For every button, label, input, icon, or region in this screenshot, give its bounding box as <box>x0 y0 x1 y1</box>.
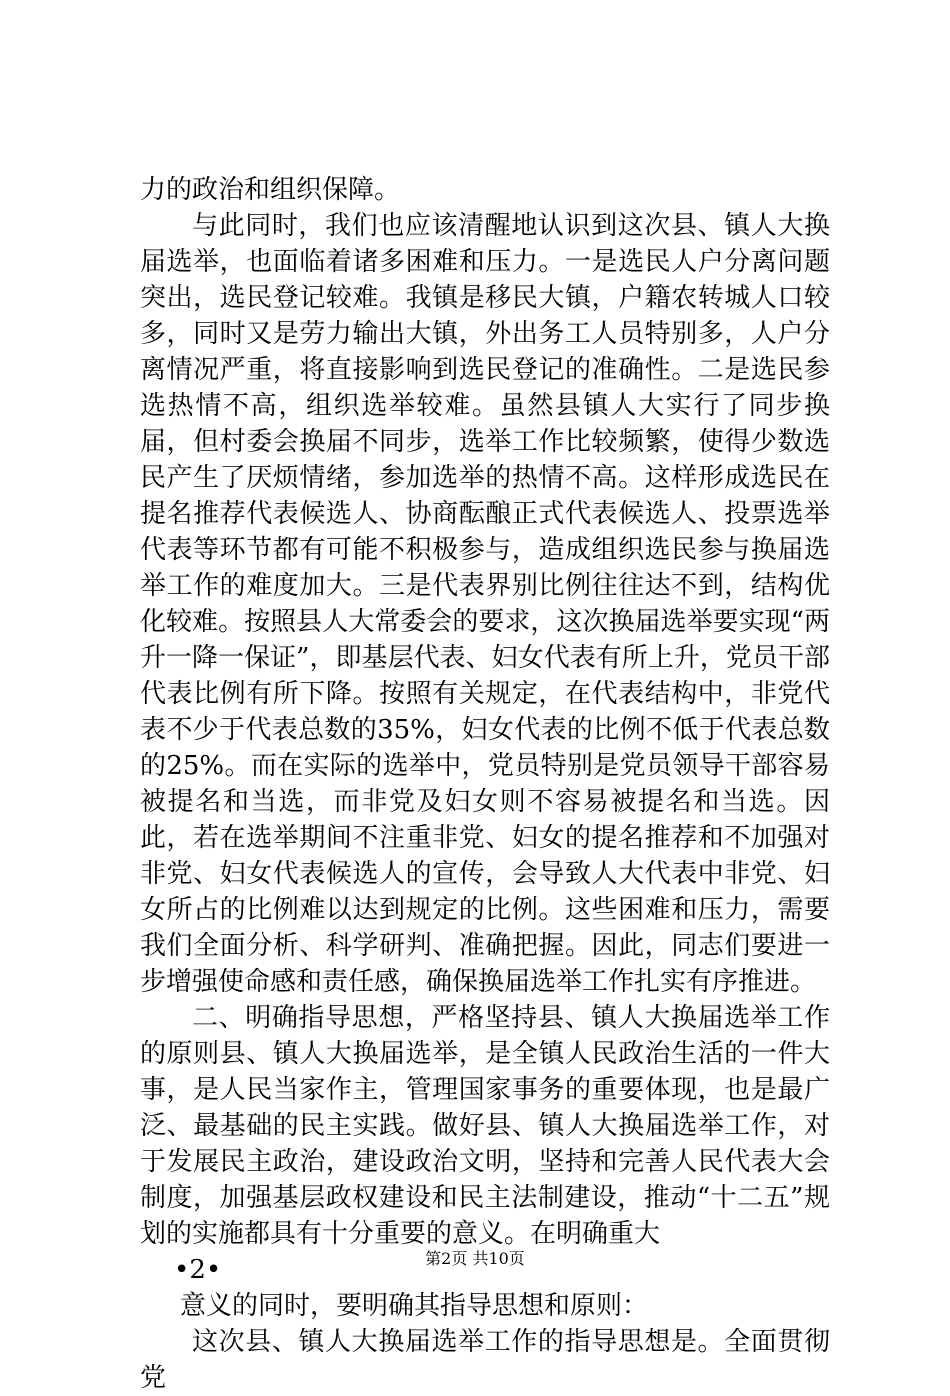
inline-page-marker: •2• <box>174 1255 222 1285</box>
paragraph-after-marker: 意义的同时，要明确其指导思想和原则： <box>180 1291 649 1321</box>
paragraph-last: 这次县、镇人大换届选举工作的指导思想是。全面贯彻党 <box>140 1327 830 1393</box>
page-footer: 第2页 共10页 <box>425 1249 525 1268</box>
document-body <box>140 172 830 1396</box>
paragraph-continuation: 力的政治和组织保障。 <box>140 175 401 205</box>
paragraph-difficulties: 与此同时，我们也应该清醒地认识到这次县、镇人大换届选举，也面临着诸多困难和压力。一是选民人户分离问题突出，选民登记较难。我镇是移民大镇，户籍农转城人口较多，同时又是劳力输出大镇，外出务工人员特别多，人户分离情况严重，将直接影响到选民登记的准确性。二是选民参选热情不高，组织选举较难。虽然县镇人大实行了同步换届，但村委会换届不同步，选举工作比较频繁，使得少数选民产生了厌烦情绪，参加选举的热情不高。这样形成选民在提名推荐代表候选人、协商酝酿正式代表候选人、投票选举代表等环节都有可能不积极参与，造成组织选民参与换届选举工作的难度加大。三是代表界别比例往往达不到，结构优化较难。按照县人大常委会的要求，这次换届选举要实现“两升一降一保证”，即基层代表、妇女代表有所上升，党员干部代表比例有所下降。按照有关规定，在代表结构中，非党代表不少于代表总数的35%，妇女代表的比例不低于代表总数的25%。而在实际的选举中，党员特别是党员领导干部容易被提名和当选，而非党及妇女则不容易被提名和当选。因此，若在选举期间不注重非党、妇女的提名推荐和不加强对非党、妇女代表候选人的宣传，会导致人大代表中非党、妇女所占的比例难以达到规定的比例。这些困难和压力，需要我们全面分析、科学研判、准确把握。因此，同志们要进一步增强使命感和责任感，确保换届选举工作扎实有序推进。 <box>140 211 830 997</box>
paragraph-guiding-principles: 二、明确指导思想，严格坚持县、镇人大换届选举工作的原则县、镇人大换届选举，是全镇人民政治生活的一件大事，是人民当家作主，管理国家事务的重要体现，也是最广泛、最基础的民主实践。做好县、镇人大换届选举工作，对于发展民主政治，建设政治文明，坚持和完善人民代表大会制度，加强基层政权建设和民主法制建设，推动“十二五”规划的实施都具有十分重要的意义。在明确重大 <box>140 1003 830 1249</box>
